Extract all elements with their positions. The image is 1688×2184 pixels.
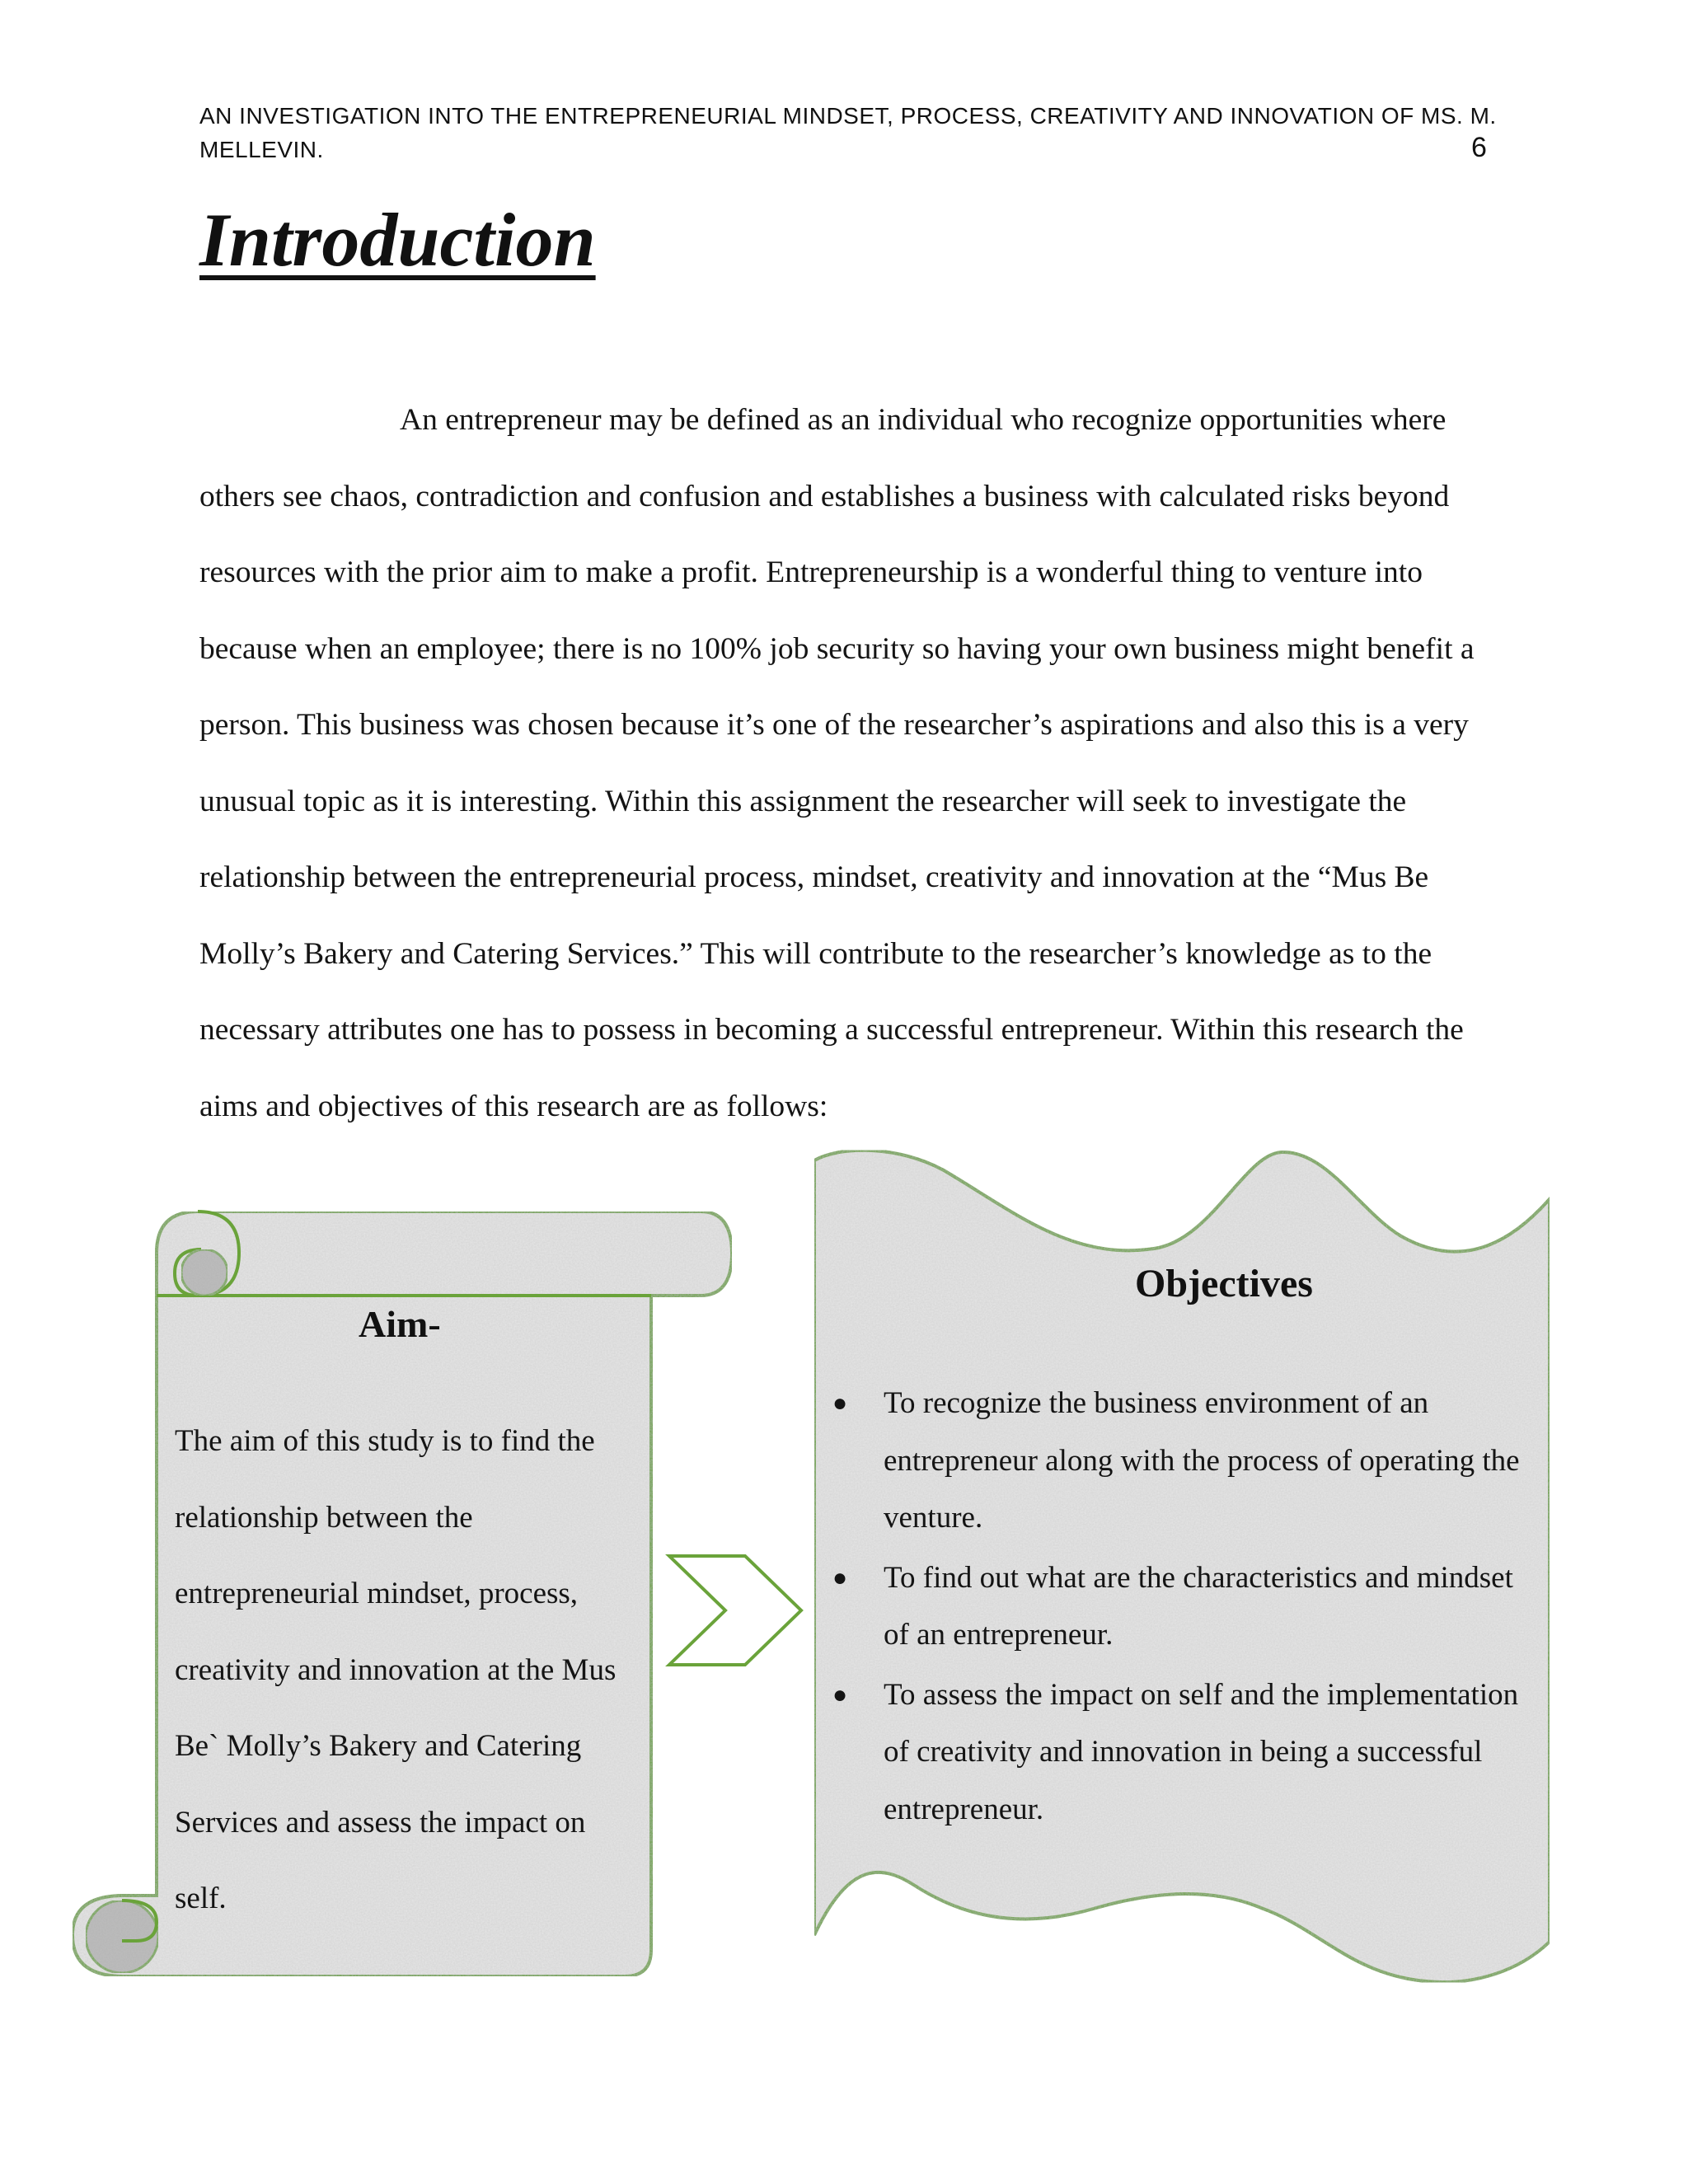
intro-paragraph: An entrepreneur may be defined as an individual who recognize opportunities where others see chaos, contradiction and confusion and establishes a business with calculated risks beyond resources with the prior aim to make a profit. Entrepreneurship is a wonderful thing to venture into because when an employee; there is no 100% job security so having your own business might benefit a person. This business was chosen because it’s one of the researcher’s aspirations and also this is a very unusual topic as it is interesting. Within this assignment the researcher will seek to investigate the relationship between the entrepreneurial process, mindset, creativity and innovation at the “Mus Be Molly’s Bakery and Catering Services.” This will contribute to the researcher’s knowledge as to the necessary attributes one has to possess in becoming a successful entrepreneur. Within this research the aims and objectives of this research are as follows: [199, 403, 1475, 1123]
objective-text: To find out what are the characteristics and mindset of an entrepreneur. [884, 1560, 1513, 1652]
bullet-icon: ● [832, 1680, 848, 1708]
running-header: AN INVESTIGATION INTO THE ENTREPRENEURIAL MINDSET, PROCESS, CREATIVITY AND INNOVATION OF MS. M. MELLEVIN. [199, 103, 1497, 162]
aim-text: The aim of this study is to find the relationship between the entrepreneurial mindset, process, creativity and innovation at the Mus Be` Molly’s Bakery and Catering Services and assess the impact on self. [175, 1424, 617, 1915]
objective-text: To recognize the business environment of an entrepreneur along with the process of operating the venture. [884, 1386, 1520, 1535]
objectives-list [832, 1375, 1541, 1840]
objective-item [832, 1666, 1541, 1839]
section-title: Introduction [199, 198, 596, 282]
aim-title: Aim- [359, 1303, 441, 1345]
objective-item [832, 1375, 1541, 1547]
bullet-icon: ● [832, 1563, 848, 1591]
objectives-title: Objectives [1135, 1262, 1313, 1305]
page-number: 6 [1471, 132, 1487, 163]
chevron-arrow-icon [669, 1556, 801, 1665]
objective-text: To assess the impact on self and the implementation of creativity and innovation in being a successful entrepreneur. [884, 1677, 1519, 1826]
objective-item [832, 1549, 1541, 1664]
bullet-icon: ● [832, 1390, 848, 1417]
